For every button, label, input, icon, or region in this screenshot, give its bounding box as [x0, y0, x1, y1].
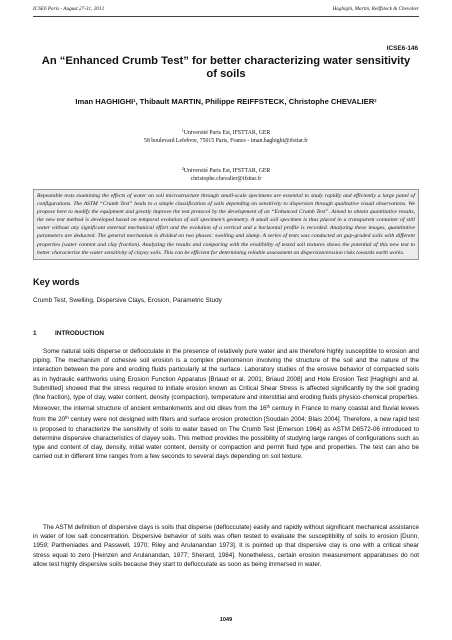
- paragraph-2-text: The ASTM definition of dispersive clays is soils that disperse (deflocculate) easily and rapidly without significant mechanical assistance in water of low salt concentration. Dispersive behavior of soils was often tested to evaluate the susceptibility of soils to erosion [Dunn, 1959; Partheniades and Passwell, 1970; Riley and Arulanandan 1973]. It is pointed up that dispersive clay is one with a critical shear stress equal to zero [Heinzen and Arulanandan, 1977; Sherard, 1984]. Nonetheless, certain erosion measurement apparatuses do not allow test highly dispersive soils because they start to deflocculate as soon as being immersed in water.: [33, 524, 419, 568]
- intro-paragraph-1: [33, 347, 419, 461]
- header-conference: ICSE6 Paris - August 27-31, 2012: [33, 6, 105, 12]
- abstract-box: Repeatable tests examining the effects of water on soil microstructure through small-scale specimens are essential to study rapidly and efficiently a large panel of configurations. The ASTM “Crumb Test” leads to a simple classification of soils depending on sensitivity to dispersion through qualitative visual observations. We propose here to modify the equipment and greatly improve the test protocol by the development of an “Enhanced Crumb Test”. Aimed to obtain quantitative results, the new test method is developed based on temporal evolution of soil specimen’s geometry. A small soil specimen is thus placed in a transparent container of still water without any significant external mechanical effort and the evolution of a vertical and a horizontal profile is recorded. Analyzing these images, quantitative parameters are deducted. The general mechanism is divided on two phases: swelling and slump. A series of tests was conducted on gap-graded soils with different properties (water content and clay fraction). Analyzing the results and comparing with the erodibility of tested soil textures shows the potential of this new test to better characterize the water sensitivity of clayey soils. This can be efficient for determining reliable assessment on dispersion/erosion risks towards earth works.: [33, 189, 419, 260]
- paragraph-1-part-b: century in France to many coastal and fluvial levees from the 20: [33, 405, 419, 424]
- author-last-affiliation-mark: 2: [374, 98, 377, 103]
- author-first: Iman HAGHIGHI: [75, 97, 134, 106]
- intro-paragraph-2: [33, 523, 419, 569]
- paragraph-1-ordinal-2: th: [65, 415, 69, 421]
- paragraph-1-part-c: century were not designed with filters and surface erosion protection [Soudain 2004; Blais 2004]. Therefore, a new rapid test is proposed to characterize the sensitivity of soils to water based on The Crumb Test [Emerson 1964] as ASTM D6572-06 introduced to determine dispersive characteristics of clayey soils. This method provides the possibility of studying large ranges of configurations such as type and content of clay, density, initial water content, density or compaction and permit fluid type and properties. The test can also be carried out in different time ranges from a few seconds to several days depending on soil texture.: [33, 416, 419, 461]
- paragraph-1-part-a: Some natural soils disperse or deflocculate in the presence of relatively pure water and are therefore highly susceptible to erosion and piping. The mechanism of cohesive soil erosion is a complex phenomenon involving the structure of the soil and the nature of the interaction between the pore and eroding fluids particularly at the surface. Laboratory studies of the erosive behavior of compacted soils as in hydraulic earthworks using Erosion Function Apparatus [Briaud et al. 2001; Briaud 2008] and Hole Erosion Test [Haghighi and al. Submitted] showed that the stress required to initiate erosion known as Critical Shear Stress is affected significantly by the soil grading (fine fraction), type of clay, water content, density (compaction), temperature and interstitial and eroding fluids physico-chemical properties. Moreover, the internal structure of ancient embankments and old dikes from the 16: [33, 348, 419, 413]
- keywords-text: Crumb Test, Swelling, Dispersive Clays, Erosion, Parametric Study: [33, 297, 222, 304]
- affiliation-1-mark: 1: [181, 128, 184, 133]
- affiliation-2-mark: 2: [181, 166, 184, 171]
- section-heading: [33, 330, 104, 337]
- affiliation-2-email: christophe.chevalier@ifsttar.fr: [190, 176, 262, 182]
- author-first-affiliation-mark: 1: [133, 98, 136, 103]
- affiliation-2-institution: Université Paris Est, IFSTTAR, GER: [183, 168, 271, 174]
- section-title: INTRODUCTION: [55, 330, 104, 337]
- affiliation-2: [30, 165, 422, 183]
- affiliation-1-address: 58 boulevard Lefebvre, 75015 Paris, France - iman.haghighi@ifsttar.fr: [144, 138, 308, 144]
- paper-title: An “Enhanced Crumb Test” for better characterizing water sensitivity of soils: [41, 55, 411, 80]
- running-header: [33, 5, 419, 17]
- author-others: , Thibault MARTIN, Philippe REIFFSTECK, Christophe CHEVALIER: [135, 97, 375, 106]
- affiliation-1-institution: Université Paris Est, IFSTTAR, GER: [183, 130, 271, 136]
- section-number: 1: [33, 330, 37, 337]
- author-list: [20, 97, 432, 106]
- affiliation-1: [30, 127, 422, 145]
- paragraph-1-ordinal-1: th: [266, 404, 271, 410]
- page-number: 1049: [219, 617, 233, 623]
- keywords-heading: Key words: [33, 277, 80, 287]
- header-authors: Haghighi, Martin, Reiffsteck & Chevalier: [332, 6, 419, 12]
- paper-id: ICSE6-146: [386, 45, 418, 52]
